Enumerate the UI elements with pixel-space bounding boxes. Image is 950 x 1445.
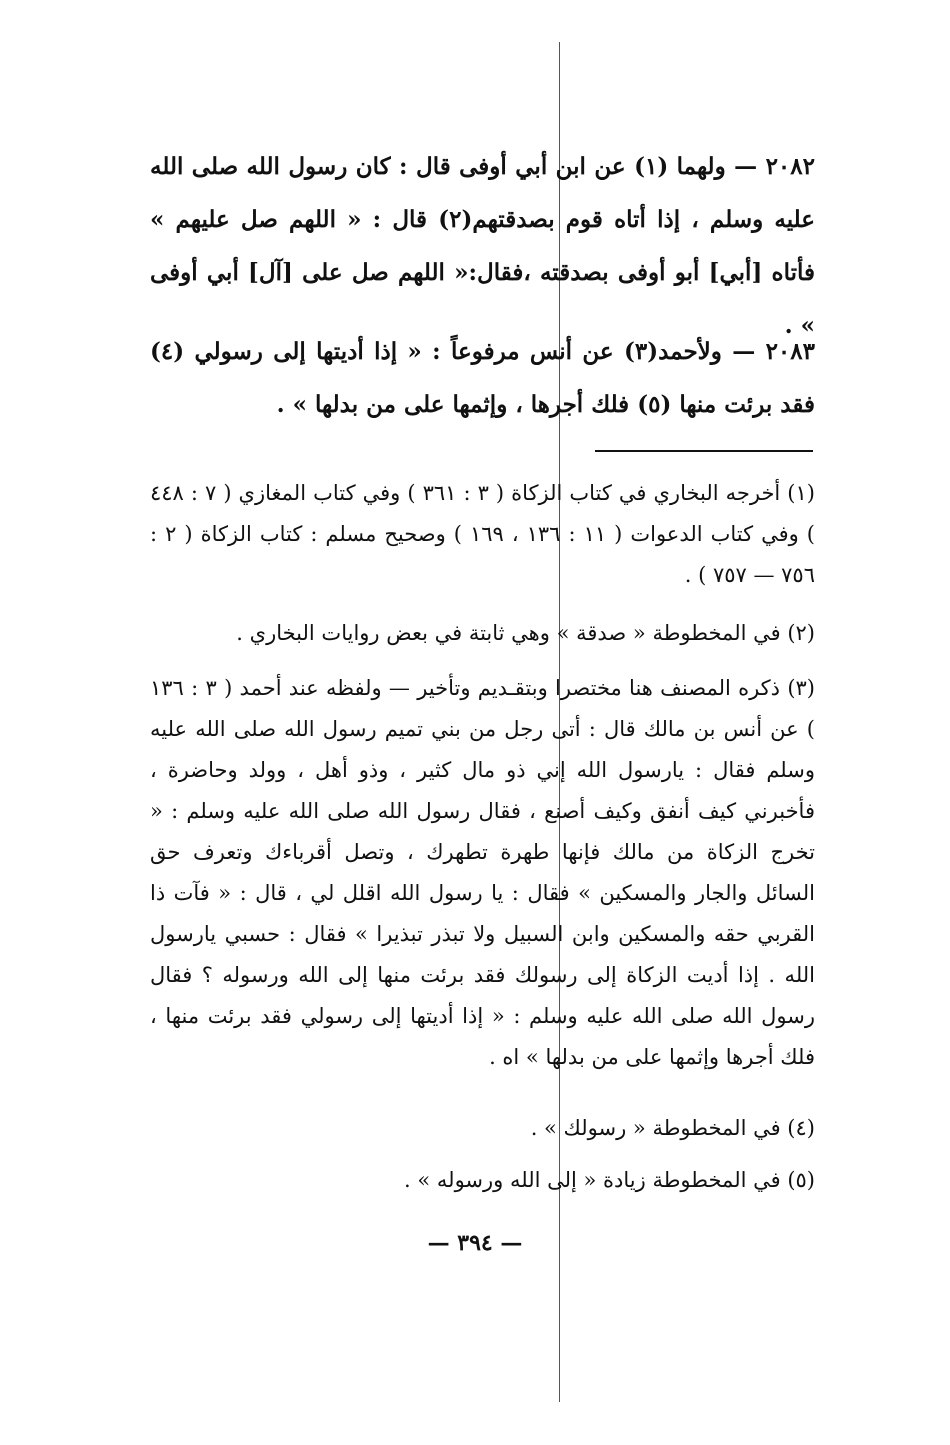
footnote-1: (١) أخرجه البخاري في كتاب الزكاة ( ٣ : ٣٦١ ) وفي كتاب المغازي ( ٧ : ٤٤٨ ) وفي كتاب الدعوات ( ١١ : ١٣٦ ، ١٦٩ ) وصحيح مسلم : كتاب الزكاة ( ٢ : ٧٥٦ — ٧٥٧ ) .	[150, 481, 815, 587]
footnote-4: (٤) في المخطوطة « رسولك » .	[530, 1116, 815, 1140]
footnote-3: (٣) ذكره المصنف هنا مختصرا وبتقـديم وتأخير — ولفظه عند أحمد ( ٣ : ١٣٦ ) عن أنس بن مالك قال : أتى رجل من بني تميم رسول الله صلى الله عليه وسلم فقال : يارسول الله إني ذو مال كثير ، وذو أهل ، وولد وحاضرة ، فأخبرني كيف أنفق وكيف أصنع ، فقال رسول الله صلى الله عليه وسلم : « تخرج الزكاة من مالك فإنها طهرة تطهرك ، وتصل أقرباءك وتعرف حق السائل والجار والمسكين » فقال : يا رسول الله اقلل لي ، قال : « فآت ذا القربي حقه والمسكين وابن السبيل ولا تبذر تبذيرا » فقال : حسبي يارسول الله . إذا أديت الزكاة إلى رسولك فقد برئت منها إلى الله ورسوله ؟ فقال رسول الله صلى الله عليه وسلم : « إذا أديتها إلى رسولي فقد برئت منها ، فلك أجرها وإثمها على من بدلها » اه .	[150, 676, 815, 1069]
footnote-5: (٥) في المخطوطة زيادة « إلى الله ورسوله » .	[404, 1168, 815, 1192]
page-number: — ٣٩٤ —	[427, 1230, 523, 1256]
footnote-2: (٢) في المخطوطة « صدقة » وهي ثابتة في بعض روايات البخاري .	[236, 621, 815, 645]
hadith-2083: ٢٠٨٣ — ولأحمد(٣) عن أنس مرفوعاً : « إذا أديتها إلى رسولي (٤) فقد برئت منها (٥) فلك أجرها ، وإثمها على من بدلها » .	[150, 338, 815, 418]
hadith-2082: ٢٠٨٢ — ولهما (١) عن ابن أبي أوفى قال : كان رسول الله صلى الله عليه وسلم ، إذا أتاه قوم بصدقتهم(٢) قال : « اللهم صل عليهم » فأتاه [أبي] أبو أوفى بصدقته ،فقال:« اللهم صل على [آل] أبي أوفى » .	[150, 153, 815, 339]
footnote-separator	[595, 450, 813, 452]
